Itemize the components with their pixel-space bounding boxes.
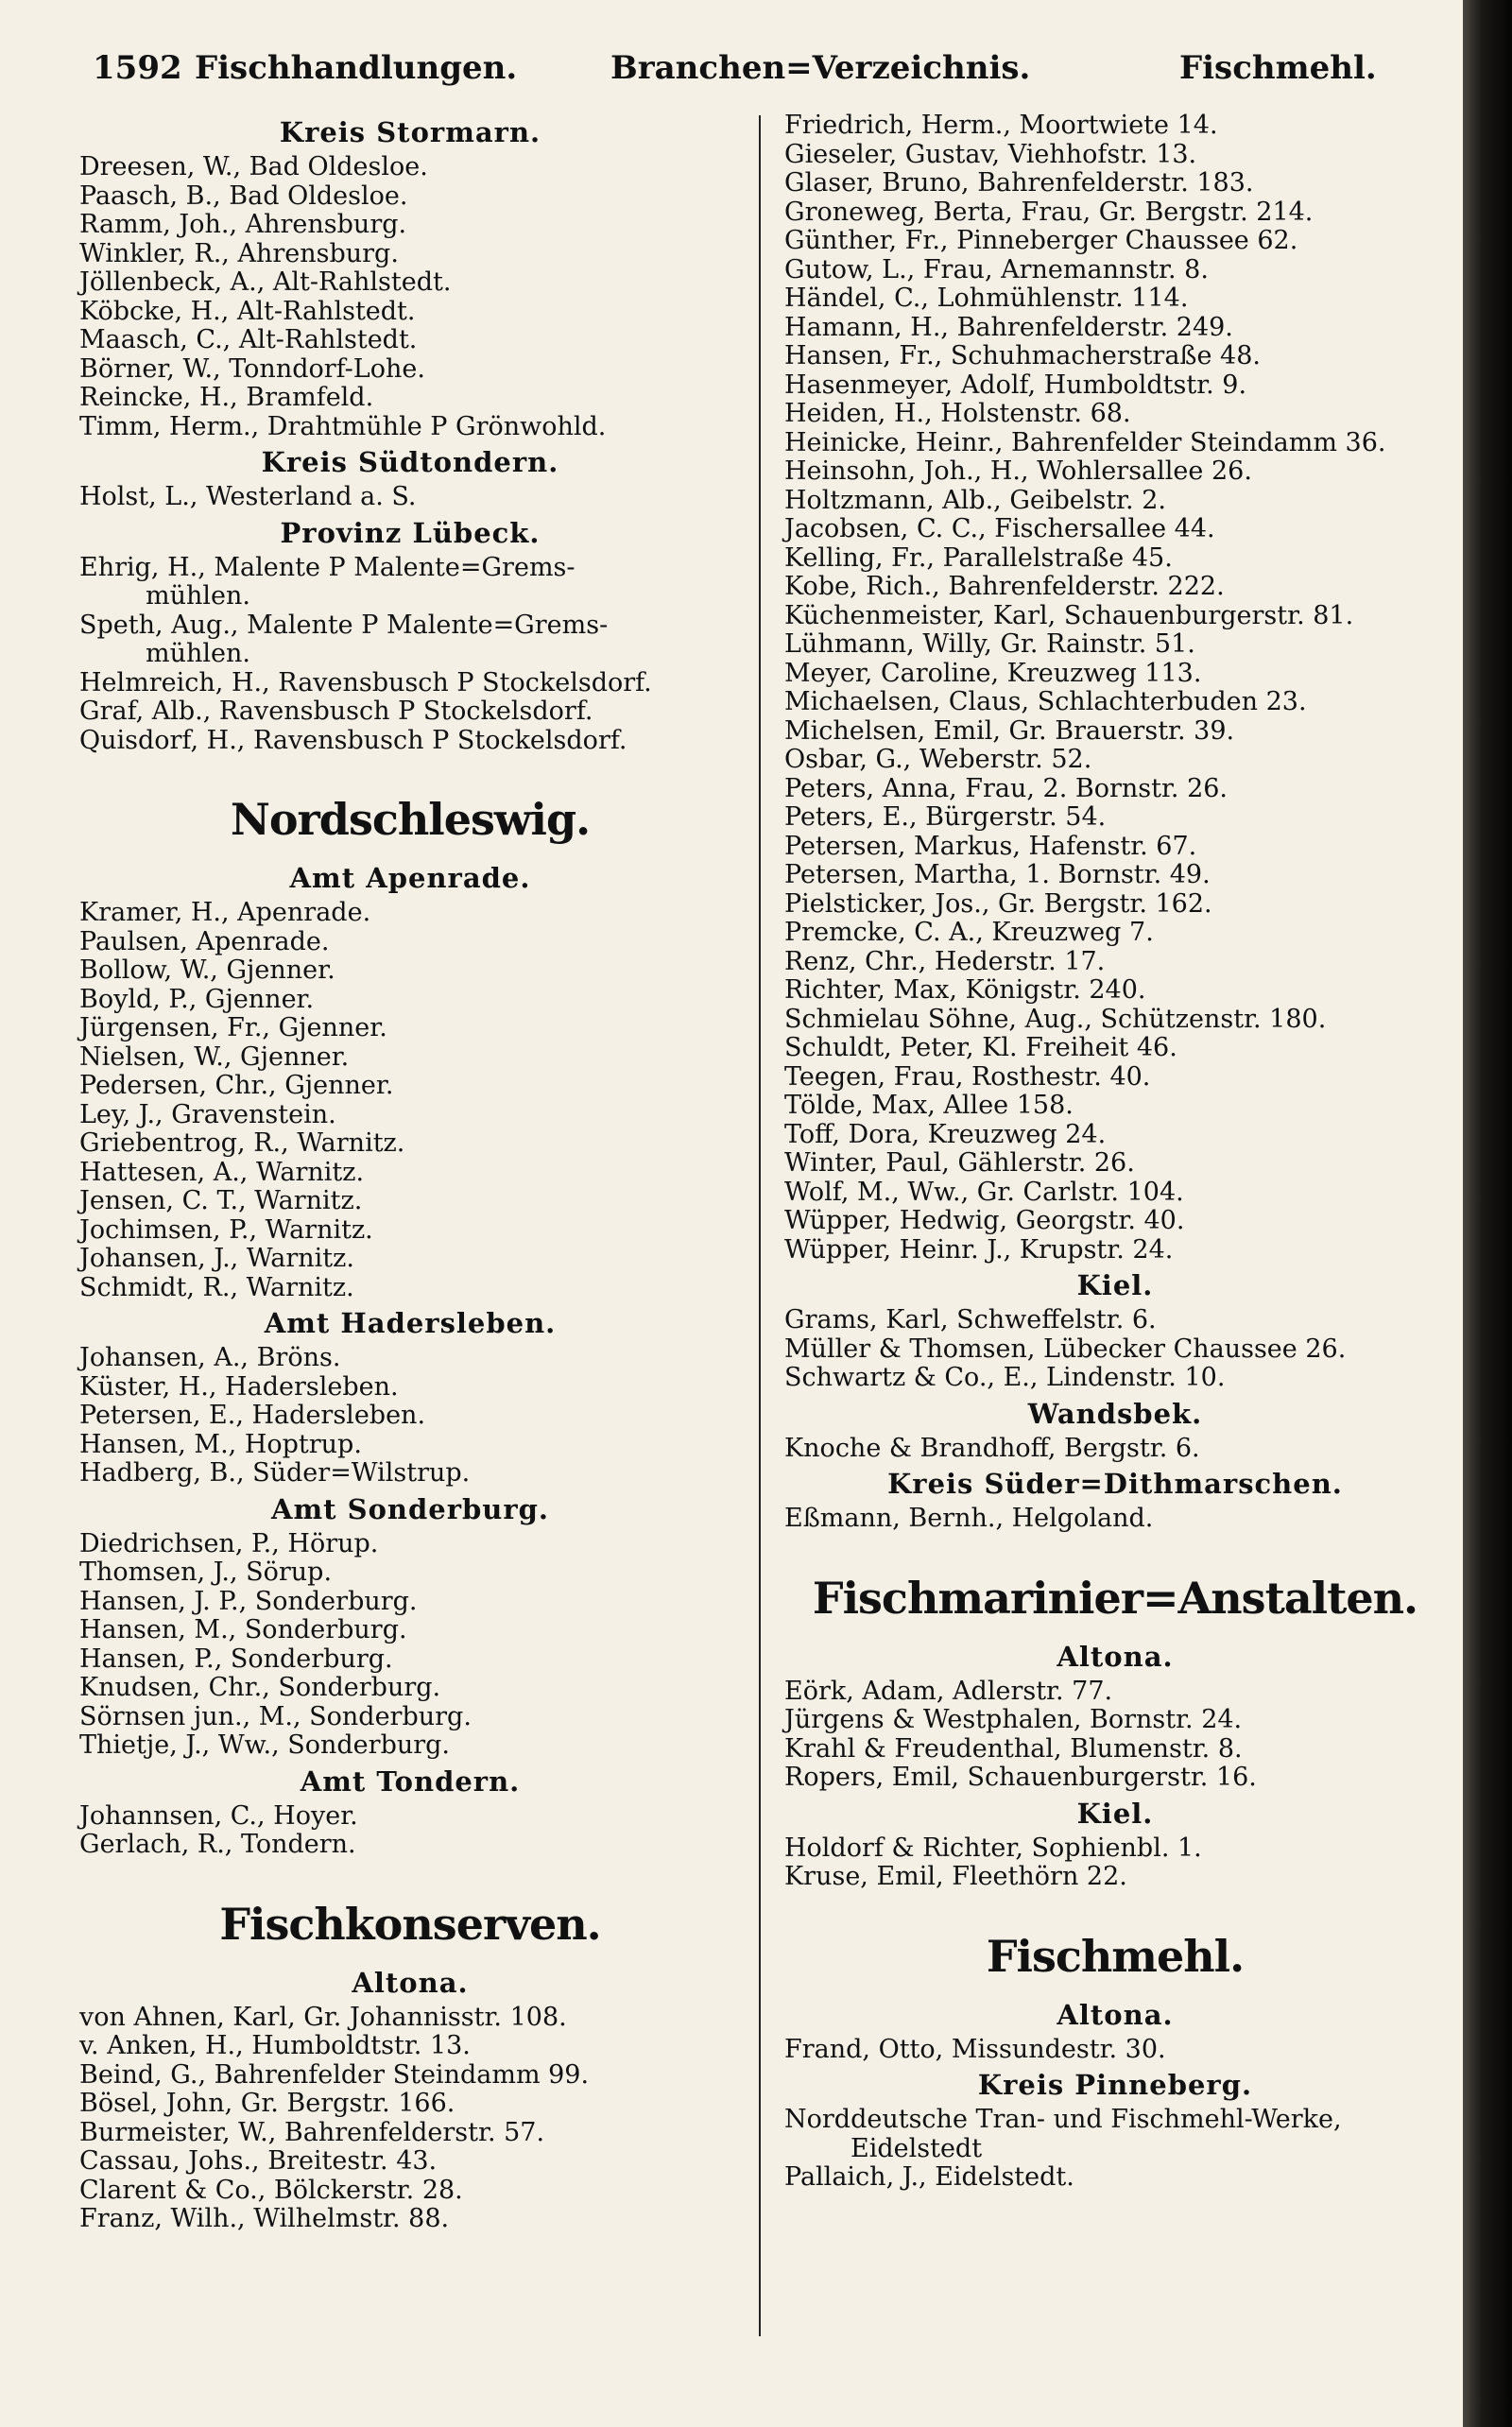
directory-entry: Petersen, Martha, 1. Bornstr. 49. [784, 860, 1211, 889]
directory-entry: Hansen, P., Sonderburg. [79, 1644, 393, 1674]
directory-entry: Küster, H., Hadersleben. [79, 1371, 399, 1402]
category-title: Fischmehl. [986, 1930, 1245, 1982]
directory-entry: v. Anken, H., Humboldtstr. 13. [79, 2031, 471, 2060]
directory-entry: Sörnsen jun., M., Sonderburg. [79, 1701, 472, 1731]
directory-entry: Pedersen, Chr., Gjenner. [79, 1071, 394, 1100]
directory-entry: Hadberg, B., Süder=Wilstrup. [79, 1458, 471, 1488]
entry-continuation: Eidelstedt [850, 2133, 983, 2163]
directory-entry: Norddeutsche Tran- und Fischmehl-Werke, [784, 2105, 1342, 2134]
directory-entry: Händel, C., Lohmühlenstr. 114. [784, 284, 1189, 313]
directory-entry: Knoche & Brandhoff, Bergstr. 6. [784, 1433, 1200, 1463]
directory-entry: Kramer, H., Apenrade. [79, 898, 371, 927]
region-heading: Kreis Stormarn. [279, 116, 541, 148]
directory-entry: Schmidt, R., Warnitz. [79, 1272, 354, 1302]
directory-entry: Ramm, Joh., Ahrensburg. [79, 210, 407, 239]
directory-entry: Wüpper, Hedwig, Georgstr. 40. [784, 1206, 1185, 1235]
region-heading: Wandsbek. [1027, 1397, 1203, 1430]
directory-entry: Eßmann, Bernh., Helgoland. [784, 1504, 1154, 1533]
directory-entry: Bösel, John, Gr. Bergstr. 166. [79, 2089, 455, 2118]
directory-entry: Jöllenbeck, A., Alt-Rahlstedt. [79, 267, 452, 297]
directory-entry: Peters, E., Bürgerstr. 54. [784, 802, 1107, 832]
directory-entry: Toff, Dora, Kreuzweg 24. [784, 1119, 1107, 1149]
directory-entry: Johansen, A., Bröns. [79, 1343, 341, 1372]
section-gap [784, 1892, 1446, 1909]
directory-entry: Winter, Paul, Gählerstr. 26. [784, 1148, 1135, 1178]
directory-entry: Müller & Thomsen, Lübecker Chaussee 26. [784, 1334, 1347, 1364]
directory-entry: Hansen, Fr., Schuhmacherstraße 48. [784, 341, 1261, 370]
page-header [93, 49, 1377, 106]
directory-entry: Ley, J., Gravenstein. [79, 1099, 336, 1129]
region-heading: Amt Sonderburg. [270, 1492, 550, 1525]
directory-entry: Heiden, H., Holstenstr. 68. [784, 399, 1131, 428]
directory-entry: Hasenmeyer, Adolf, Humboldtstr. 9. [784, 370, 1247, 400]
directory-entry: Heinsohn, Joh., H., Wohlersallee 26. [784, 456, 1252, 486]
directory-entry: Richter, Max, Königstr. 240. [784, 975, 1146, 1005]
page-edge-shadow [1463, 0, 1512, 2427]
directory-entry: Johansen, J., Warnitz. [79, 1244, 354, 1273]
directory-entry: Jürgensen, Fr., Gjenner. [79, 1013, 387, 1042]
directory-entry: Clarent & Co., Bölckerstr. 28. [79, 2175, 463, 2205]
directory-entry: Jacobsen, C. C., Fischersallee 44. [784, 514, 1215, 543]
directory-entry: Helmreich, H., Ravensbusch P Stockelsdorf. [79, 667, 652, 697]
directory-entry: Cassau, Johs., Breitestr. 43. [79, 2146, 438, 2176]
directory-entry: Frand, Otto, Missundestr. 30. [784, 2034, 1166, 2064]
directory-entry: Burmeister, W., Bahrenfelderstr. 57. [79, 2117, 545, 2147]
directory-entry: Griebentrog, R., Warnitz. [79, 1128, 405, 1158]
directory-entry: Renz, Chr., Hederstr. 17. [784, 946, 1106, 976]
directory-entry: Gerlach, R., Tondern. [79, 1830, 356, 1859]
section-gap [784, 1534, 1446, 1551]
directory-entry: Gieseler, Gustav, Viehhofstr. 13. [784, 139, 1197, 169]
directory-entry: Franz, Wilh., Wilhelmstr. 88. [79, 2204, 450, 2233]
directory-entry: Diedrichsen, P., Hörup. [79, 1528, 379, 1558]
category-title: Fischmarinier=Anstalten. [812, 1572, 1418, 1624]
directory-entry: Peters, Anna, Frau, 2. Bornstr. 26. [784, 773, 1228, 803]
directory-entry: Reincke, H., Bramfeld. [79, 383, 374, 412]
directory-entry: Timm, Herm., Drahtmühle P Grönwohld. [79, 411, 607, 441]
directory-entry: Paulsen, Apenrade. [79, 926, 330, 956]
directory-entry: Kobe, Rich., Bahrenfelderstr. 222. [784, 572, 1225, 601]
directory-entry: Hansen, J. P., Sonderburg. [79, 1586, 418, 1616]
directory-entry: Holtzmann, Alb., Geibelstr. 2. [784, 485, 1166, 515]
directory-entry: Petersen, E., Hadersleben. [79, 1401, 426, 1430]
directory-entry: Meyer, Caroline, Kreuzweg 113. [784, 658, 1202, 688]
region-heading: Kreis Süder=Dithmarschen. [887, 1468, 1343, 1500]
section-gap [79, 755, 741, 772]
directory-entry: Friedrich, Herm., Moortwiete 14. [784, 111, 1218, 140]
directory-entry: Hansen, M., Hoptrup. [79, 1429, 362, 1459]
directory-entry: Holdorf & Richter, Sophienbl. 1. [784, 1833, 1202, 1863]
directory-entry: Nielsen, W., Gjenner. [79, 1041, 350, 1072]
region-heading: Amt Hadersleben. [264, 1307, 557, 1339]
directory-entry: Ropers, Emil, Schauenburgerstr. 16. [784, 1763, 1257, 1792]
region-heading: Amt Apenrade. [289, 862, 531, 894]
directory-entry: Paasch, B., Bad Oldesloe. [79, 181, 408, 211]
directory-entry: Grams, Karl, Schweffelstr. 6. [784, 1305, 1157, 1334]
directory-entry: Küchenmeister, Karl, Schauenburgerstr. 81. [784, 600, 1354, 630]
directory-entry: Schwartz & Co., E., Lindenstr. 10. [784, 1363, 1226, 1392]
directory-entry: Köbcke, H., Alt-Rahlstedt. [79, 296, 416, 326]
directory-entry: Winkler, R., Ahrensburg. [79, 238, 399, 268]
directory-entry: Ehrig, H., Malente P Malente=Grems- [79, 552, 576, 582]
region-heading: Kiel. [1076, 1797, 1154, 1830]
directory-entry: Hattesen, A., Warnitz. [79, 1157, 365, 1187]
category-title: Nordschleswig. [230, 794, 591, 845]
directory-entry: Teegen, Frau, Rosthestr. 40. [784, 1061, 1151, 1092]
directory-entry: Holst, L., Westerland a. S. [79, 482, 417, 511]
column-divider [759, 115, 761, 2336]
region-heading: Kreis Pinneberg. [977, 2069, 1253, 2101]
directory-entry: Thietje, J., Ww., Sonderburg. [79, 1730, 451, 1760]
directory-entry: Wüpper, Heinr. J., Krupstr. 24. [784, 1234, 1174, 1265]
directory-entry: Hansen, M., Sonderburg. [79, 1615, 407, 1644]
directory-entry: Bollow, W., Gjenner. [79, 955, 335, 985]
region-heading: Provinz Lübeck. [280, 516, 541, 549]
entry-continuation: mühlen. [146, 639, 250, 668]
directory-entry: Knudsen, Chr., Sonderburg. [79, 1673, 441, 1702]
directory-entry: Schuldt, Peter, Kl. Freiheit 46. [784, 1033, 1177, 1062]
right-column [784, 112, 1446, 2193]
directory-entry: Beind, G., Bahrenfelder Steindamm 99. [79, 2059, 590, 2090]
region-heading: Altona. [1057, 1998, 1174, 2031]
region-heading: Kiel. [1076, 1269, 1154, 1301]
directory-entry: Maasch, C., Alt-Rahlstedt. [79, 325, 418, 354]
directory-entry: Kelling, Fr., Parallelstraße 45. [784, 542, 1173, 573]
directory-entry: Groneweg, Berta, Frau, Gr. Bergstr. 214. [784, 197, 1314, 227]
directory-entry: Michaelsen, Claus, Schlachterbuden 23. [784, 687, 1307, 716]
directory-entry: Pallaich, J., Eidelstedt. [784, 2162, 1074, 2192]
directory-entry: Schmielau Söhne, Aug., Schützenstr. 180. [784, 1004, 1327, 1034]
directory-entry: Premcke, C. A., Kreuzweg 7. [784, 918, 1154, 947]
left-column [79, 112, 741, 2234]
directory-entry: Dreesen, W., Bad Oldesloe. [79, 152, 428, 181]
directory-entry: Kruse, Emil, Fleethörn 22. [784, 1862, 1127, 1891]
header-section-right: Fischmehl. [1179, 49, 1377, 87]
directory-entry: Pielsticker, Jos., Gr. Bergstr. 162. [784, 888, 1212, 919]
directory-entry: von Ahnen, Karl, Gr. Johannisstr. 108. [79, 2002, 567, 2032]
directory-entry: Börner, W., Tonndorf-Lohe. [79, 353, 425, 384]
category-title: Fischkonserven. [219, 1898, 601, 1950]
region-heading: Amt Tondern. [300, 1764, 521, 1798]
directory-entry: Krahl & Freudenthal, Blumenstr. 8. [784, 1733, 1243, 1764]
directory-entry: Gutow, L., Frau, Arnemannstr. 8. [784, 254, 1209, 284]
directory-entry: Graf, Alb., Ravensbusch P Stockelsdorf. [79, 697, 593, 726]
directory-entry: Günther, Fr., Pinneberger Chaussee 62. [784, 226, 1298, 255]
directory-entry: Boyld, P., Gjenner. [79, 984, 315, 1014]
directory-entry: Jensen, C. T., Warnitz. [79, 1186, 363, 1215]
header-section-left: Fischhandlungen. [195, 49, 518, 87]
section-gap [79, 1860, 741, 1877]
directory-entry: Petersen, Markus, Hafenstr. 67. [784, 831, 1197, 861]
directory-entry: Jochimsen, P., Warnitz. [79, 1214, 373, 1245]
directory-entry: Heinicke, Heinr., Bahrenfelder Steindamm 36. [784, 427, 1386, 457]
directory-entry: Lühmann, Willy, Gr. Rainstr. 51. [784, 629, 1195, 659]
directory-entry: Osbar, G., Weberstr. 52. [784, 745, 1092, 774]
directory-entry: Johannsen, C., Hoyer. [79, 1800, 358, 1831]
directory-entry: Glaser, Bruno, Bahrenfelderstr. 183. [784, 168, 1254, 198]
header-title: Branchen=Verzeichnis. [610, 49, 1031, 87]
directory-entry: Eörk, Adam, Adlerstr. 77. [784, 1676, 1113, 1706]
directory-entry: Tölde, Max, Allee 158. [784, 1091, 1074, 1120]
directory-entry: Hamann, H., Bahrenfelderstr. 249. [784, 312, 1233, 342]
page-number: 1592 [93, 49, 182, 87]
entry-continuation: mühlen. [146, 581, 250, 611]
region-heading: Altona. [352, 1966, 469, 1999]
directory-entry: Michelsen, Emil, Gr. Brauerstr. 39. [784, 715, 1235, 746]
region-heading: Altona. [1057, 1640, 1174, 1673]
directory-entry: Thomsen, J., Sörup. [79, 1558, 333, 1587]
directory-entry: Quisdorf, H., Ravensbusch P Stockelsdorf. [79, 725, 627, 755]
directory-entry: Speth, Aug., Malente P Malente=Grems- [79, 610, 609, 640]
directory-entry: Jürgens & Westphalen, Bornstr. 24. [784, 1705, 1243, 1734]
region-heading: Kreis Südtondern. [261, 446, 559, 478]
directory-entry: Wolf, M., Ww., Gr. Carlstr. 104. [784, 1177, 1184, 1207]
